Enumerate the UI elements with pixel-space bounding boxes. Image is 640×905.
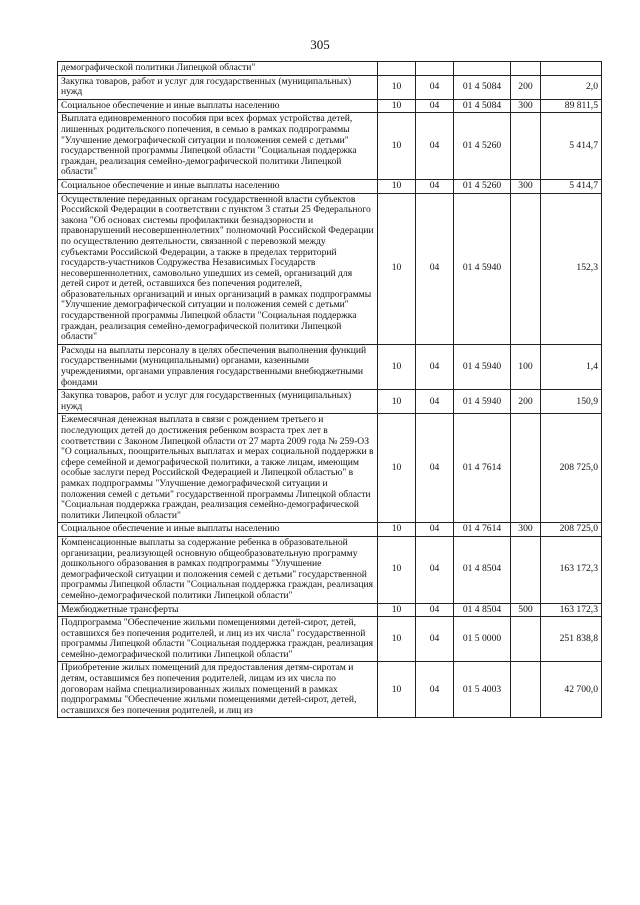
cell-amount: 152,3 [541, 193, 602, 344]
cell-expense-type: 500 [511, 603, 541, 617]
cell-amount: 5 414,7 [541, 113, 602, 180]
cell-target-code: 01 4 7614 [454, 523, 511, 537]
table-row [58, 523, 602, 537]
cell-description: Расходы на выплаты персоналу в целях обеспечения выполнения функций государственными (муниципальными) органами, казенными учреждениями, органами управления государственными внебюджетными фондами [58, 344, 378, 389]
table-row [58, 193, 602, 344]
cell-target-code: 01 4 8504 [454, 536, 511, 603]
cell-section: 10 [378, 99, 416, 113]
cell-section [378, 62, 416, 76]
cell-expense-type [511, 113, 541, 180]
cell-section: 10 [378, 193, 416, 344]
cell-amount: 1,4 [541, 344, 602, 389]
cell-description: Закупка товаров, работ и услуг для государственных (муниципальных) нужд [58, 390, 378, 414]
cell-expense-type: 300 [511, 179, 541, 193]
cell-expense-type: 200 [511, 75, 541, 99]
cell-section: 10 [378, 414, 416, 523]
cell-description: Приобретение жилых помещений для предоставления детям-сиротам и детям, оставшимся без попечения родителей, лицам из их числа по договорам найма специализированных жилых помещений в рамках подпрограммы "Обеспечение жильми помещениями детей-сирот, детей, оставшихся без попечения родителей, и лиц из [58, 662, 378, 718]
cell-subsection: 04 [416, 75, 454, 99]
cell-amount: 251 838,8 [541, 617, 602, 662]
cell-amount: 150,9 [541, 390, 602, 414]
cell-subsection: 04 [416, 179, 454, 193]
cell-description: Подпрограмма "Обеспечение жильми помещениями детей-сирот, детей, оставшихся без попечения родителей, и лиц из их числа" государственной программы Липецкой области "Социальная поддержка граждан, реализация семейно-демографической политики Липецкой области" [58, 617, 378, 662]
cell-target-code: 01 5 4003 [454, 662, 511, 718]
cell-amount: 163 172,3 [541, 536, 602, 603]
cell-amount: 42 700,0 [541, 662, 602, 718]
cell-section: 10 [378, 662, 416, 718]
cell-section: 10 [378, 113, 416, 180]
cell-expense-type [511, 536, 541, 603]
cell-amount: 5 414,7 [541, 179, 602, 193]
cell-description: демографической политики Липецкой области" [58, 62, 378, 76]
cell-subsection: 04 [416, 193, 454, 344]
cell-target-code: 01 4 5940 [454, 390, 511, 414]
cell-subsection: 04 [416, 523, 454, 537]
cell-subsection: 04 [416, 99, 454, 113]
cell-description: Компенсационные выплаты за содержание ребенка в образовательной организации, реализующей основную общеобразовательную программу дошкольного образования в рамках подпрограммы "Улучшение демографической ситуации и положения семей с детьми" государственной программы Липецкой области "Социальная поддержка граждан, реализация семейно-демографической политики Липецкой области" [58, 536, 378, 603]
table-row [58, 75, 602, 99]
cell-section: 10 [378, 523, 416, 537]
cell-target-code: 01 5 0000 [454, 617, 511, 662]
cell-expense-type [511, 193, 541, 344]
cell-expense-type [511, 662, 541, 718]
cell-section: 10 [378, 179, 416, 193]
cell-expense-type: 300 [511, 523, 541, 537]
cell-section: 10 [378, 617, 416, 662]
table-row [58, 99, 602, 113]
table-row [58, 662, 602, 718]
table-row [58, 536, 602, 603]
cell-target-code: 01 4 5260 [454, 113, 511, 180]
cell-expense-type [511, 62, 541, 76]
cell-subsection: 04 [416, 414, 454, 523]
cell-description: Осуществление переданных органам государственной власти субъектов Российской Федерации в соответствии с пунктом 3 статьи 25 Федерального закона "Об основах системы профилактики безнадзорности и правонарушений несовершеннолетних" полномочий Российской Федерации по осуществлению деятельности, связанной с перевозкой между субъектами Российской Федерации, а также в пределах территорий государств-участников Содружества Независимых Государств несовершеннолетних, самовольно ушедших из семей, организаций для детей сирот и детей, оставшихся без попечения родителей, образовательных организаций и иных организаций в рамках подпрограммы "Улучшение демографической ситуации и положения семей с детьми" государственной программы Липецкой области "Социальная поддержка граждан, реализация семейно-демографической политики Липецкой области" [58, 193, 378, 344]
table-row [58, 179, 602, 193]
cell-section: 10 [378, 536, 416, 603]
cell-description: Социальное обеспечение и иные выплаты населению [58, 523, 378, 537]
cell-amount: 2,0 [541, 75, 602, 99]
cell-description: Социальное обеспечение и иные выплаты населению [58, 179, 378, 193]
table-body [58, 62, 602, 718]
cell-target-code [454, 62, 511, 76]
cell-description: Социальное обеспечение и иные выплаты населению [58, 99, 378, 113]
cell-subsection: 04 [416, 662, 454, 718]
cell-target-code: 01 4 5940 [454, 344, 511, 389]
table-row [58, 617, 602, 662]
cell-expense-type [511, 414, 541, 523]
table-row [58, 390, 602, 414]
cell-section: 10 [378, 390, 416, 414]
cell-amount: 163 172,3 [541, 603, 602, 617]
cell-expense-type: 100 [511, 344, 541, 389]
cell-subsection: 04 [416, 536, 454, 603]
cell-target-code: 01 4 7614 [454, 414, 511, 523]
table-row [58, 344, 602, 389]
cell-section: 10 [378, 75, 416, 99]
cell-description: Закупка товаров, работ и услуг для государственных (муниципальных) нужд [58, 75, 378, 99]
cell-section: 10 [378, 344, 416, 389]
page-number: 305 [310, 37, 330, 52]
table-row [58, 603, 602, 617]
cell-amount: 89 811,5 [541, 99, 602, 113]
cell-expense-type [511, 617, 541, 662]
cell-subsection: 04 [416, 603, 454, 617]
cell-description: Межбюджетные трансферты [58, 603, 378, 617]
table-row [58, 62, 602, 76]
cell-target-code: 01 4 5084 [454, 99, 511, 113]
cell-description: Ежемесячная денежная выплата в связи с рождением третьего и последующих детей до достижения ребенком возраста трех лет в соответствии с Законом Липецкой области от 27 марта 2009 года № 259-ОЗ "О социальных, поощрительных выплатах и мерах социальной поддержки в сфере семейной и демографической политики, а также лицам, имеющим особые заслуги перед Российской Федерацией и Липецкой областью" в рамках подпрограммы "Улучшение демографической ситуации и положения семей с детьми" государственной программы Липецкой области "Социальная поддержка граждан, реализация семейно-демографической политики Липецкой области" [58, 414, 378, 523]
cell-subsection: 04 [416, 617, 454, 662]
cell-subsection: 04 [416, 344, 454, 389]
cell-description: Выплата единовременного пособия при всех формах устройства детей, лишенных родительского попечения, в семью в рамках подпрограммы "Улучшение демографической ситуации и положения семей с детьми" государственной программы Липецкой области "Социальная поддержка граждан, реализация семейно-демографической политики Липецкой области" [58, 113, 378, 180]
cell-amount: 208 725,0 [541, 523, 602, 537]
cell-target-code: 01 4 8504 [454, 603, 511, 617]
cell-amount: 208 725,0 [541, 414, 602, 523]
cell-subsection: 04 [416, 390, 454, 414]
cell-expense-type: 300 [511, 99, 541, 113]
cell-subsection [416, 62, 454, 76]
cell-section: 10 [378, 603, 416, 617]
cell-target-code: 01 4 5260 [454, 179, 511, 193]
cell-expense-type: 200 [511, 390, 541, 414]
budget-table [57, 61, 602, 718]
cell-subsection: 04 [416, 113, 454, 180]
table-row [58, 414, 602, 523]
cell-amount [541, 62, 602, 76]
cell-target-code: 01 4 5084 [454, 75, 511, 99]
table-row [58, 113, 602, 180]
cell-target-code: 01 4 5940 [454, 193, 511, 344]
